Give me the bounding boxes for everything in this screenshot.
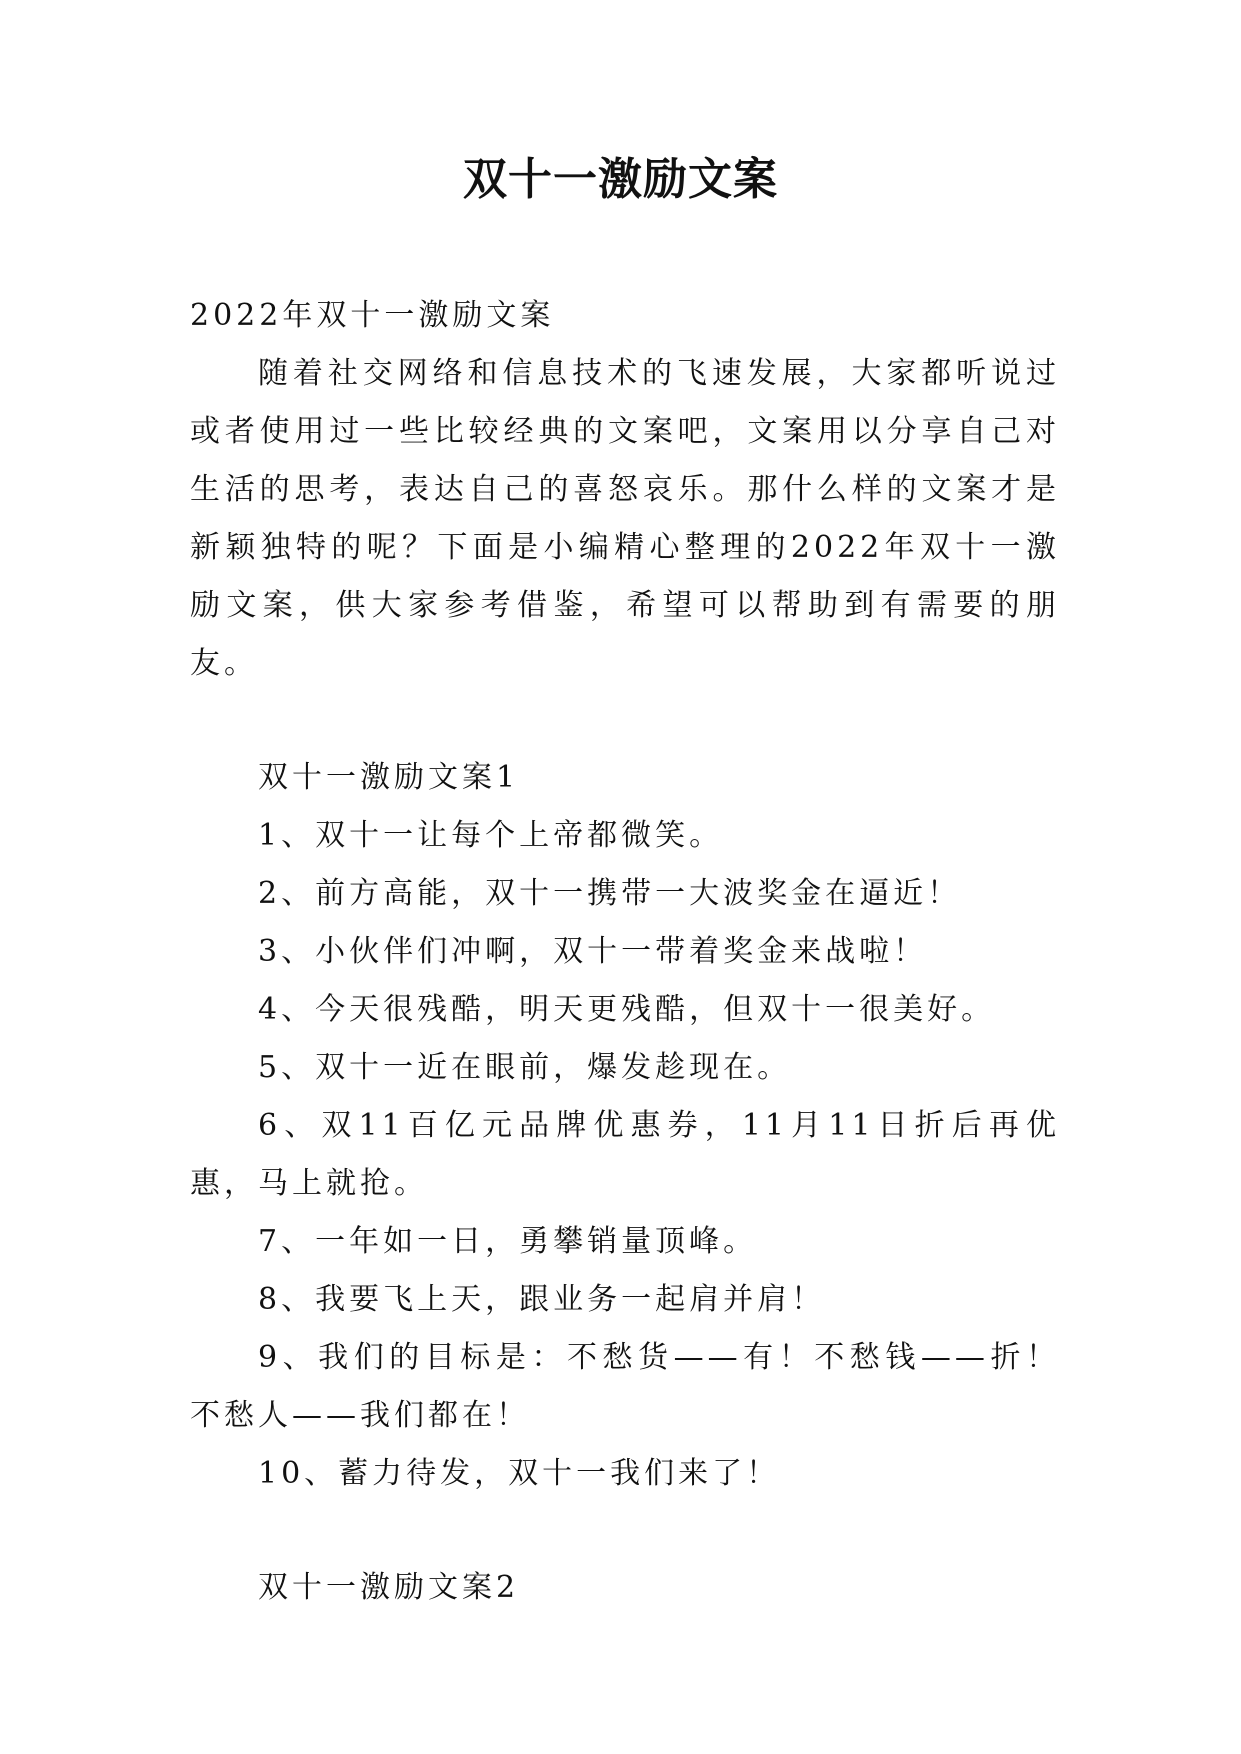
section-heading-1: 双十一激励文案1 [258, 760, 520, 795]
intro-paragraph: 随着社交网络和信息技术的飞速发展，大家都听说过或者使用过一些比较经典的文案吧，文案用以分享自己对生活的思考，表达自己的喜怒哀乐。那什么样的文案才是新颖独特的呢？下面是小编精心整理的2022年双十一激励文案，供大家参考借鉴，希望可以帮助到有需要的朋友。 [190, 356, 1060, 681]
subtitle: 2022年双十一激励文案 [190, 298, 555, 333]
list-item: 4、今天很残酷，明天更残酷，但双十一很美好。 [258, 992, 996, 1027]
list-item: 10、蓄力待发，双十一我们来了！ [258, 1456, 781, 1491]
spacer [190, 693, 1060, 749]
section-heading-2: 双十一激励文案2 [258, 1570, 520, 1605]
list-item: 8、我要飞上天，跟业务一起肩并肩！ [258, 1282, 826, 1317]
list-item: 7、一年如一日，勇攀销量顶峰。 [258, 1224, 758, 1259]
list-item: 2、前方高能，双十一携带一大波奖金在逼近！ [258, 876, 962, 911]
spacer [190, 1503, 1060, 1559]
page-title: 双十一激励文案 [463, 154, 778, 205]
document-body [190, 287, 1060, 1617]
list-item: 5、双十一近在眼前，爆发趁现在。 [258, 1050, 792, 1085]
list-item: 6、双11百亿元品牌优惠券，11月11日折后再优惠，马上就抢。 [190, 1108, 1060, 1201]
list-item: 3、小伙伴们冲啊，双十一带着奖金来战啦！ [258, 934, 928, 969]
list-item: 9、我们的目标是：不愁货——有！不愁钱——折！不愁人——我们都在！ [190, 1340, 1060, 1433]
list-item: 1、双十一让每个上帝都微笑。 [258, 818, 724, 853]
